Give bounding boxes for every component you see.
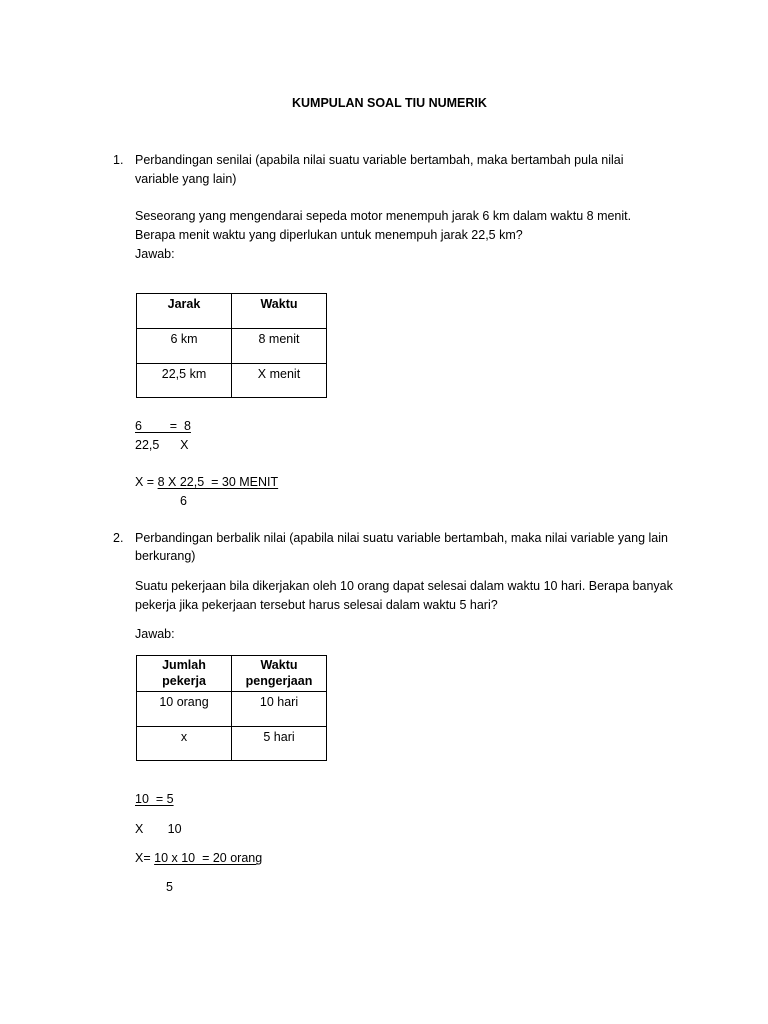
q1-result-prefix: X = [135, 475, 158, 489]
table-cell: x [137, 727, 232, 761]
table-cell: 10 hari [232, 692, 327, 727]
q2-problem-line1: Suatu pekerjaan bila dikerjakan oleh 10 orang dapat selesai dalam waktu 10 hari. Berapa banyak [135, 579, 673, 593]
table-cell: 5 hari [232, 727, 327, 761]
q1-result [135, 474, 278, 490]
q2-heading-line2: berkurang) [135, 549, 196, 563]
q2-heading-line1: Perbandingan berbalik nilai (apabila nilai suatu variable bertambah, maka nilai variable yang lain [135, 531, 668, 545]
q2-number: 2. [113, 531, 124, 545]
q2-header1-line1: Jumlah [162, 658, 206, 672]
q1-result-numerator: 8 X 22,5 = 30 MENIT [157, 475, 279, 489]
q2-problem-line2: pekerja jika pekerjaan tersebut harus selesai dalam waktu 5 hari? [135, 598, 498, 612]
q2-result [135, 850, 262, 866]
q2-table [136, 655, 327, 761]
q1-problem-line2: Berapa menit waktu yang diperlukan untuk menempuh jarak 22,5 km? [135, 228, 523, 242]
q2-result-denominator: 5 [166, 880, 173, 894]
table-cell: 8 menit [232, 329, 327, 364]
table-cell: 10 orang [137, 692, 232, 727]
q1-ratio-top: 6 = 8 [135, 419, 191, 433]
q2-ratio-top: 10 = 5 [135, 792, 174, 806]
q2-header2-line2: pengerjaan [245, 674, 313, 688]
q1-problem-line1: Seseorang yang mengendarai sepeda motor menempuh jarak 6 km dalam waktu 8 menit. [135, 209, 632, 223]
q1-header-waktu: Waktu [232, 294, 327, 329]
q2-result-numerator: 10 x 10 = 20 orang [154, 851, 263, 865]
q2-result-prefix: X= [135, 851, 155, 865]
page-title: KUMPULAN SOAL TIU NUMERIK [292, 96, 487, 110]
q1-heading-line1: Perbandingan senilai (apabila nilai suatu variable bertambah, maka bertambah pula nilai [135, 153, 624, 167]
q2-header-waktu-pengerjaan [232, 656, 327, 692]
q1-table [136, 293, 327, 398]
q1-header-jarak: Jarak [137, 294, 232, 329]
table-cell: 6 km [137, 329, 232, 364]
q1-heading-line2: variable yang lain) [135, 172, 237, 186]
q1-answer-label: Jawab: [135, 247, 175, 261]
q2-header2-line1: Waktu [260, 658, 298, 672]
q1-number: 1. [113, 153, 124, 167]
q2-ratio-bottom: X 10 [135, 822, 182, 836]
table-cell: 22,5 km [137, 364, 232, 398]
q2-header1-line2: pekerja [162, 674, 206, 688]
q1-ratio-bottom: 22,5 X [135, 438, 189, 452]
q2-answer-label: Jawab: [135, 627, 175, 641]
q1-result-denominator: 6 [180, 494, 187, 508]
q2-header-jumlah-pekerja [137, 656, 232, 692]
table-cell: X menit [232, 364, 327, 398]
